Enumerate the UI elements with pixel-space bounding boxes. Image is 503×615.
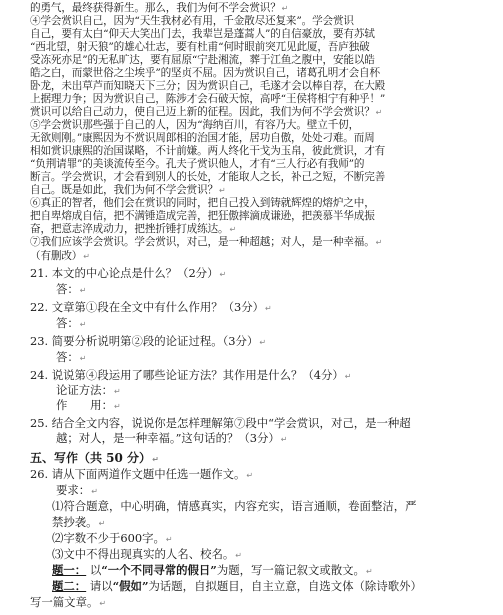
requirements-label: 要求：↵ [56,483,98,497]
passage-line: 皓之白，而蒙世俗之尘埃乎”的坚贞不屈。因为赏识自己，诸葛孔明才会自杯 [30,67,380,79]
question-22: 22. 文章第①段在全文中有什么作用？（3分）↵ [30,300,272,314]
requirement-3: ⑶文中不得出现真实的人名、校名。↵ [52,547,242,561]
passage-line: ⑥真正的智者，他们会在赏识的同时，把自己投入到铸就辉煌的熔炉之中， [30,197,375,209]
q24-effect-label: 作 用：↵ [56,398,121,412]
topic-one: 题一： 以“一个不同寻常的假日”为题，写一篇记叙文或散文。↵ [52,563,373,577]
answer-label: 答：↵ [56,316,87,330]
q24-method-label: 论证方法：↵ [56,383,121,397]
answer-label: 答：↵ [56,350,87,364]
section-five-title: 五、写作（共 50 分）↵ [30,451,159,465]
answer-label: 答：↵ [56,282,87,296]
question-24: 24. 说说第④段运用了哪些论证方法？其作用是什么？（4分）↵ [30,368,352,382]
topic-two: 题二： 请以“假如”为话题，自拟题目，自主立意，自选文体（除诗歌外） [52,579,422,593]
passage-line: 无欲则刚。”康熙因为不赏识周郎相的治国才能，居功自傲，处处刁难。而周 [30,132,375,144]
passage-line: 卧龙，未出草芦而知晓天下三分；因为赏识自己，毛遂才会以棒自荐，在大殿 [30,80,386,92]
question-25-cont: 越；对人，是一种幸福。”这句话的？（3分）↵ [56,431,288,445]
passage-line: 自己。既是如此，我们为何不学会赏识？↵ [30,184,226,196]
question-26: 26. 请从下面两道作文题中任选一题作文。↵ [30,467,254,481]
question-23: 23. 简要分析说明第②段的论证过程。（3分）↵ [30,334,267,348]
requirement-1-cont: 禁抄袭。↵ [52,515,106,529]
passage-line: “负荆请罪”的美谈流传至今。孔夫子赏识他人，才有“三人行必有我师”的 [30,158,365,170]
question-21: 21. 本文的中心论点是什么？（2分）↵ [30,266,227,280]
passage-line: 把自卑熔成自信，把不满锤造成完善，把狂傲摔滴成谦逊，把羡慕半华成振 [30,210,375,222]
topic-two-cont: 写一篇文章。↵ [30,595,107,609]
passage-line: 的勇气，最终获得新生。那么，我们为何不学会赏识？↵ [30,2,289,14]
passage-line: 断言。学会赏识，才会看到别人的长处，才能取人之长，补己之短，不断完善 [30,171,386,183]
passage-line: 赏识可以给自己动力，使自己迈上新的征程。因此，我们为何不学会赏识？↵ [30,106,383,118]
question-25: 25. 结合全文内容，说说你是怎样理解第⑦段中“学会赏识，对己，是一种超 [30,416,411,430]
passage-line: “西北望，射天狼”的雄心壮志，要有杜甫“何时眼前突兀见此厦，吾庐独破 [30,41,370,53]
passage-line: ⑦我们应该学会赏识。学会赏识，对己，是一种超越；对人，是一种幸福。↵ [30,236,383,248]
passage-line: 上据理力争；因为赏识自己，陈涉才会石破天惊，高呼“王侯将相宁有种乎！” [30,93,386,105]
passage-source: （有删改）↵ [30,250,90,262]
passage-line: 受冻死亦足”的无私旷达，要有屈原“宁赴湘流，葬于江鱼之腹中，安能以皓 [30,54,375,66]
requirement-2: ⑵字数不少于600字。↵ [52,531,173,545]
passage-line: ⑤学会赏识那些强于自己的人，因为“海纳百川，有容乃大。壁立千仞， [30,119,360,131]
passage-line: 奋，把意志淬成动力，把挫折锤打成练达。↵ [30,223,236,235]
requirement-1: ⑴符合题意，中心明确，情感真实，内容充实，语言通顺，卷面整洁，严 [52,499,417,513]
passage-line: 自己，要有太白“仰天大笑出门去，我辈岂是蓬蒿人”的自信豪放，要有苏轼 [30,28,375,40]
passage-line: 相如赏识康熙的治国谋略，不计前嫌。两人终化干戈为玉帛，彼此赏识，才有 [30,145,386,157]
passage-line: ④学会赏识自己，因为“天生我材必有用，千金散尽还复来”。学会赏识 [30,15,354,27]
